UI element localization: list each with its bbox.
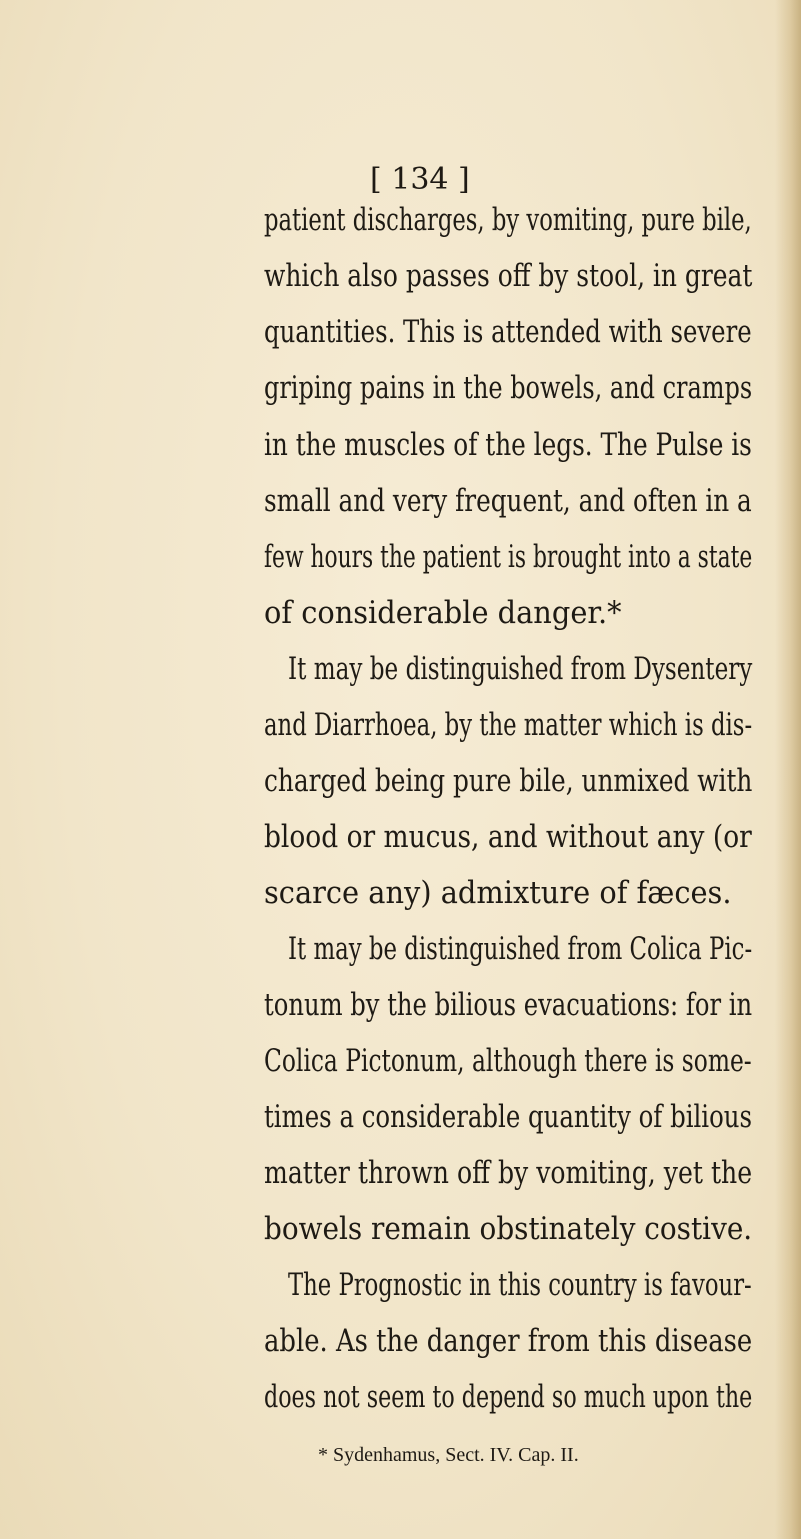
text-line: does not seem to depend so much upon the	[264, 1379, 753, 1415]
text-line: able. As the danger from this disease	[264, 1323, 753, 1359]
page-number: [ 134 ]	[370, 162, 470, 197]
text-line: tonum by the bilious evacuations: for in	[264, 987, 753, 1023]
text-line: of considerable danger.*	[264, 595, 622, 631]
text-line: in the muscles of the legs. The Pulse is	[264, 427, 752, 463]
text-line: quantities. This is attended with severe	[264, 314, 752, 350]
text-line: small and very frequent, and often in a	[264, 483, 752, 519]
text-line: few hours the patient is brought into a state	[264, 539, 753, 575]
text-line: The Prognostic in this country is favour-	[288, 1267, 752, 1303]
text-line: charged being pure bile, unmixed with	[264, 763, 753, 799]
page-edge-shadow	[775, 0, 801, 1539]
text-line: matter thrown off by vomiting, yet the	[264, 1155, 753, 1191]
text-line: scarce any) admixture of fæces.	[264, 875, 732, 911]
footnote: * Sydenhamus, Sect. IV. Cap. II.	[318, 1444, 579, 1466]
text-line: It may be distinguished from Dysentery	[288, 651, 753, 687]
text-line: It may be distinguished from Colica Pic-	[288, 931, 753, 967]
text-line: griping pains in the bowels, and cramps	[264, 370, 753, 406]
text-line: Colica Pictonum, although there is some-	[264, 1043, 752, 1079]
text-line: which also passes off by stool, in great	[264, 258, 753, 294]
text-line: and Diarrhoea, by the matter which is dis-	[264, 707, 753, 743]
text-line: blood or mucus, and without any (or	[264, 819, 752, 855]
text-line: times a considerable quantity of bilious	[264, 1099, 753, 1135]
text-line: bowels remain obstinately costive.	[264, 1211, 753, 1247]
text-line: patient discharges, by vomiting, pure bile,	[264, 202, 752, 238]
